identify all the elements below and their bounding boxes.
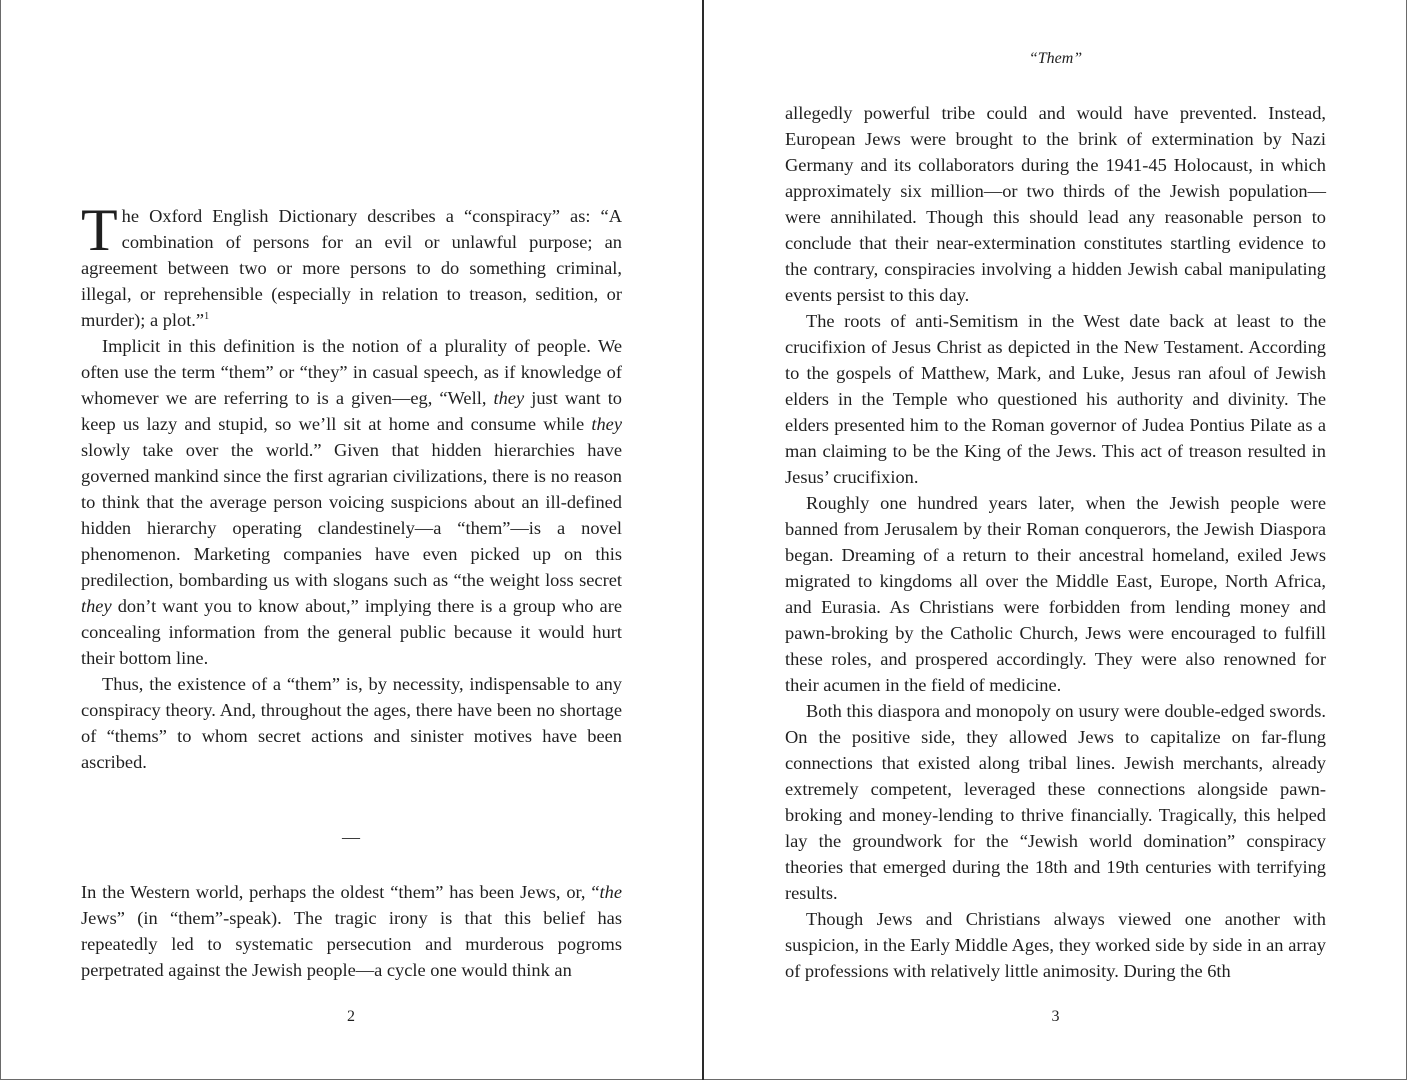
opening-paragraph: The Oxford English Dictionary describes a “conspiracy” as: “A combination of persons for an evil or unlawful purpose; an agreement between two or more persons to do something criminal, illegal, or reprehensible (especially in relation to treason, sedition, or murder); a plot.”$^1$ (81, 197, 622, 330)
left-body-text (81, 197, 622, 775)
right-page (704, 0, 1407, 1080)
paragraph: Implicit in this definition is the notion of a plurality of people. We often use the term “them” or “they” in casual speech, as if knowledge of whomever we are referring to is a given—eg, “Well, they just want to keep us lazy and stupid, so we’ll sit at home and consume while they slowly take over the world.” Given that hidden hierarchies have governed mankind since the first agrarian civilizations, there is no reason to think that the average person voicing suspicions about an ill-defined hidden hierarchy operating clandestinely—a “them”—is a novel phenomenon. Marketing companies have even picked up on this predilection, bombarding us with slogans such as “the weight loss secret they don’t want you to know about,” implying there is a group who are concealing information from the general public because it would hurt their bottom line. (81, 336, 622, 668)
drop-cap: T (81, 197, 118, 263)
footnote-marker[interactable]: 1 (204, 311, 210, 322)
paragraph: Both this diaspora and monopoly on usury were double-edged swords. On the positive side, they allowed Jews to capitalize on far-flung connections that existed along tribal lines. Jewish merchants, already extremely competent, leveraged these connections alongside pawn-broking and money-lending to thrive financially. Tragically, this helped lay the groundwork for the “Jewish world domination” conspiracy theories that emerged during the 18th and 19th centuries with terrifying results. (785, 701, 1326, 903)
left-body-text-continued (81, 879, 622, 983)
left-page (0, 0, 702, 1080)
right-body-text (785, 100, 1326, 984)
paragraph: Though Jews and Christians always viewed one another with suspicion, in the Early Middle Ages, they worked side by side in an array of professions with relatively little animosity. During the 6th (785, 909, 1326, 981)
running-head: “Them” (1028, 50, 1083, 67)
paragraph: The roots of anti-Semitism in the West date back at least to the crucifixion of Jesus Christ as depicted in the New Testament. According to the gospels of Matthew, Mark, and Luke, Jesus ran afoul of Jewish elders in the Temple who questioned his authority and divinity. The elders presented him to the Roman governor of Judea Pontius Pilate as a man claiming to be the King of the Jews. This act of treason resulted in Jesus’ crucifixion. (785, 311, 1326, 487)
paragraph: Roughly one hundred years later, when the Jewish people were banned from Jerusalem by their Roman conquerors, the Jewish Diaspora began. Dreaming of a return to their ancestral homeland, exiled Jews migrated to kingdoms all over the Middle East, Europe, North Africa, and Eurasia. As Christians were forbidden from lending money and pawn-broking by the Catholic Church, Jews were encouraged to fulfill these roles, and prospered accordingly. They were also renowned for their acumen in the field of medicine. (785, 493, 1326, 695)
paragraph: allegedly powerful tribe could and would have prevented. Instead, European Jews were brought to the brink of extermination by Nazi Germany and its collaborators during the 1941-45 Holocaust, in which approximately six million—or two thirds of the Jewish population—were annihilated. Though this should lead any reasonable person to conclude that their near-extermination constitutes startling evidence to the contrary, conspiracies involving a hidden Jewish cabal manipulating events persist to this day. (785, 103, 1326, 305)
paragraph: In the Western world, perhaps the oldest “them” has been Jews, or, “the Jews” (in “them”-speak). The tragic irony is that this belief has repeatedly led to systematic persecution and murderous pogroms perpetrated against the Jewish people—a cycle one would think an (81, 882, 622, 980)
section-break: — (342, 827, 360, 847)
paragraph: Thus, the existence of a “them” is, by necessity, indispensable to any conspiracy theory. And, throughout the ages, there have been no shortage of “thems” to whom secret actions and sinister motives have been ascribed. (81, 674, 622, 772)
page-number: 2 (347, 1008, 355, 1025)
page-number: 3 (1051, 1008, 1060, 1025)
